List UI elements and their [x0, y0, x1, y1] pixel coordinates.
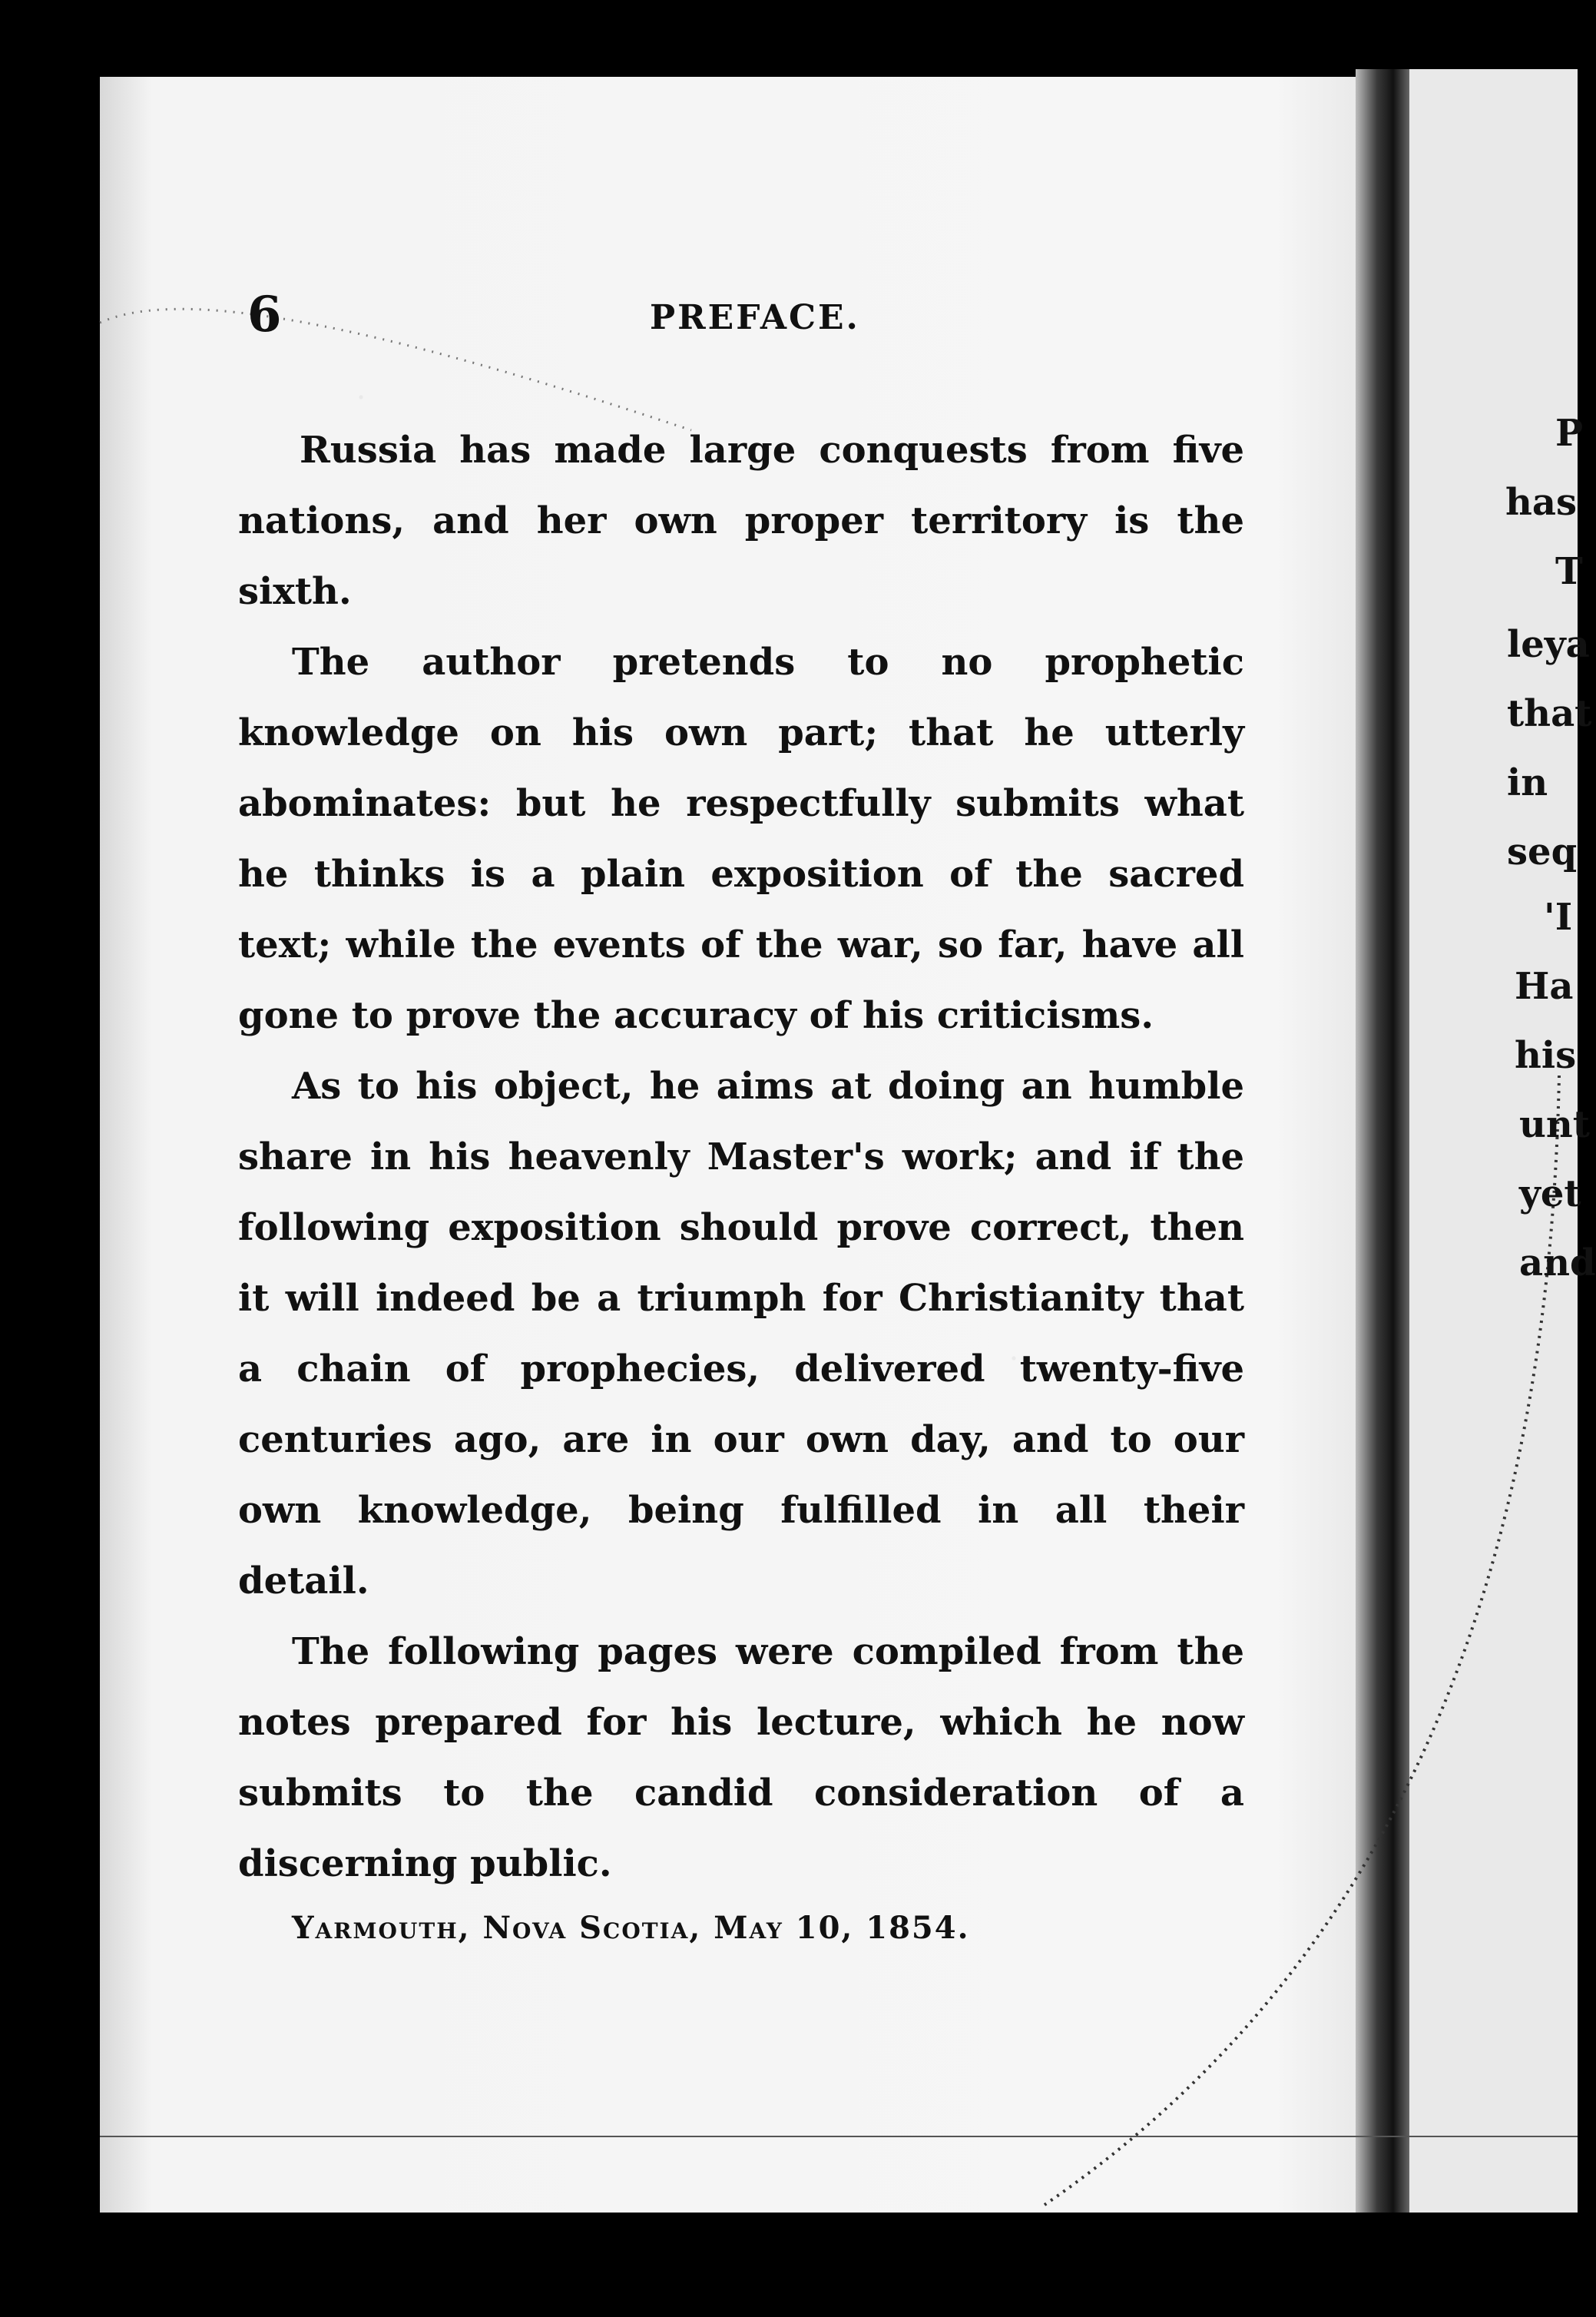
right-fragment-3: T — [1555, 550, 1583, 593]
paragraph-3: As to his object, he aims at doing an humble share in his heavenly Master's work; and if the following exposition should prove correct, then it will indeed be a triumph for Christianity that a chain of prophecies, delivered twenty-five centuries ago, are in our own day, and to our own knowledge, being fulfilled in all their detail. — [238, 1065, 1244, 1603]
running-head: PREFACE. — [650, 298, 860, 337]
right-fragment-2: has — [1505, 481, 1578, 524]
bottom-border — [0, 2213, 1578, 2317]
paragraph-2: The author pretends to no prophetic knowledge on his own part; that he utterly abominates: but he respectfully submits what he thinks is a plain exposition of the sacred text; while the events of the war, so far, have all gone to prove the accuracy of his criticisms. — [238, 641, 1244, 1037]
paragraph-1: Russia has made large conquests from five nations, and her own proper territory is the sixth. — [238, 429, 1244, 613]
right-fragment-7: seq — [1507, 830, 1578, 873]
right-fragment-4: leya — [1507, 623, 1590, 666]
page-number: 6 — [247, 286, 282, 343]
right-fragment-9: Ha — [1515, 965, 1574, 1008]
paragraph-4: The following pages were compiled from the notes prepared for his lecture, which he now submits to the candid consideration of a discerning public. — [238, 1630, 1244, 1885]
dateline-signature: Yarmouth, Nova Scotia, May 10, 1854. — [292, 1910, 970, 1946]
right-fragment-12: yet — [1519, 1172, 1581, 1215]
body-text — [238, 415, 1244, 1899]
right-fragment-1: P — [1555, 412, 1584, 455]
right-page — [1409, 69, 1578, 2228]
bottom-rule — [100, 2136, 1578, 2137]
right-fragment-5: that — [1507, 692, 1592, 735]
right-fragment-10: his — [1515, 1034, 1577, 1077]
right-fragment-13: and — [1519, 1241, 1596, 1284]
page-gutter — [1356, 69, 1409, 2228]
right-fragment-6: in — [1507, 761, 1548, 804]
right-fragment-8: 'I — [1544, 896, 1573, 939]
right-fragment-11: unt — [1519, 1103, 1590, 1146]
